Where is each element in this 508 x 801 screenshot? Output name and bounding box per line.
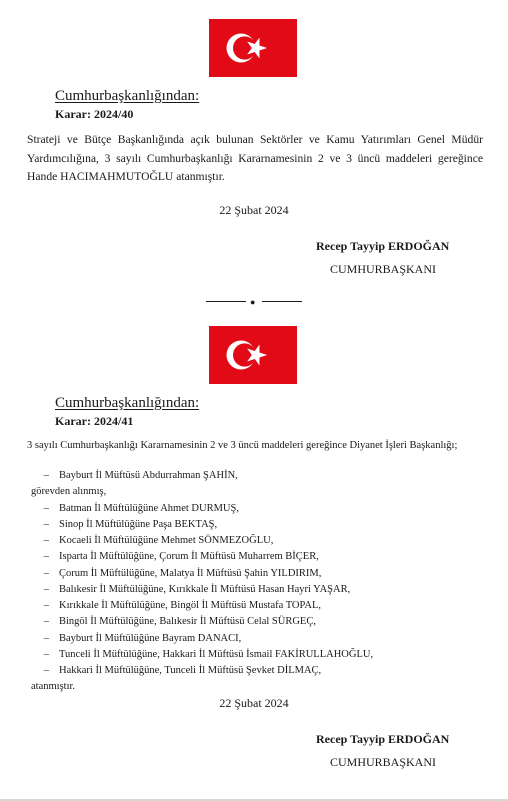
list-dash: – [43, 502, 49, 514]
decree-intro: 3 sayılı Cumhurbaşkanlığı Kararnamesinin 2 ve 3 üncü maddeleri gereğince Diyanet İşleri Başkanlığı; [27, 440, 458, 451]
list-item [27, 501, 487, 517]
section-heading: Cumhurbaşkanlığından: [55, 395, 200, 411]
signer-title: CUMHURBAŞKANI [330, 755, 437, 769]
separator-line-left [206, 301, 246, 302]
list-dash: – [43, 616, 49, 628]
list-dash: – [43, 535, 49, 546]
list-item-text: Bayburt İl Müftülüğüne Bayram DANACI, [59, 632, 242, 644]
list-dash: – [43, 632, 49, 644]
section-heading: Cumhurbaşkanlığından: [55, 88, 200, 104]
list-dash: – [43, 518, 49, 530]
list-item [27, 598, 487, 614]
list-dash: – [43, 600, 49, 611]
list-item-text: Bingöl İl Müftülüğüne, Balıkesir İl Müftüsü Celal SÜRGEÇ, [59, 616, 316, 628]
list-item-text: Sinop İl Müftülüğüne Paşa BEKTAŞ, [59, 518, 218, 530]
list-item [27, 679, 487, 695]
decision-number: Karar: 2024/41 [55, 414, 134, 428]
list-item-text: Batman İl Müftülüğüne Ahmet DURMUŞ, [59, 502, 239, 514]
signer-title: CUMHURBAŞKANI [330, 262, 437, 276]
list-item [27, 614, 487, 630]
decree-body: Strateji ve Bütçe Başkanlığında açık bulunan Sektörler ve Kamu Yatırımları Genel Müdür Yardımcılığına, 3 sayılı Cumhurbaşkanlığı Kararnamesinin 2 ve 3 üncü maddeleri gereğince Hande HACIMAHMUTOĞLU atanmıştır. [27, 133, 483, 184]
list-item [27, 484, 487, 500]
appointment-list [27, 468, 487, 696]
list-item [27, 533, 487, 549]
signer-name: Recep Tayyip ERDOĞAN [316, 239, 450, 253]
list-item [27, 566, 487, 582]
section-separator [206, 297, 302, 307]
list-item [27, 631, 487, 647]
list-item-text: Çorum İl Müftülüğüne, Malatya İl Müftüsü Şahin YILDIRIM, [59, 567, 322, 579]
list-item-text: atanmıştır. [31, 681, 76, 693]
list-dash: – [43, 567, 49, 579]
decision-number: Karar: 2024/40 [55, 107, 134, 121]
list-dash: – [43, 551, 49, 563]
separator-line-right [262, 301, 302, 302]
list-dash: – [43, 665, 49, 676]
list-item [27, 549, 487, 565]
list-item [27, 517, 487, 533]
list-dash: – [43, 470, 49, 481]
list-item-text: Kocaeli İl Müftülüğüne Mehmet SÖNMEZOĞLU, [59, 535, 274, 546]
separator-dot: ● [250, 297, 256, 307]
decree-date: 22 Şubat 2024 [219, 696, 289, 710]
list-item-text: Balıkesir İl Müftülüğüne, Kırıkkale İl Müftüsü Hasan Hayri YAŞAR, [59, 583, 351, 595]
list-item [27, 663, 487, 679]
list-item [27, 468, 487, 484]
list-item-text: Bayburt İl Müftüsü Abdurrahman ŞAHİN, [59, 470, 238, 481]
list-item-text: Hakkari İl Müftülüğüne, Tunceli İl Müftüsü Şevket DİLMAÇ, [59, 665, 322, 676]
list-dash: – [43, 648, 49, 660]
turkish-flag-icon [209, 326, 297, 384]
list-item [27, 582, 487, 598]
turkish-flag-icon [209, 19, 297, 77]
list-dash: – [43, 583, 49, 595]
list-item-text: Isparta İl Müftülüğüne, Çorum İl Müftüsü Muharrem BİÇER, [59, 551, 319, 563]
list-item [27, 647, 487, 663]
decree-date: 22 Şubat 2024 [219, 203, 289, 217]
list-item-text: görevden alınmış, [31, 486, 107, 498]
signer-name: Recep Tayyip ERDOĞAN [316, 732, 450, 746]
list-item-text: Kırıkkale İl Müftülüğüne, Bingöl İl Müftüsü Mustafa TOPAL, [59, 600, 322, 611]
list-item-text: Tunceli İl Müftülüğüne, Hakkari İl Müftüsü İsmail FAKİRULLAHOĞLU, [59, 648, 374, 660]
